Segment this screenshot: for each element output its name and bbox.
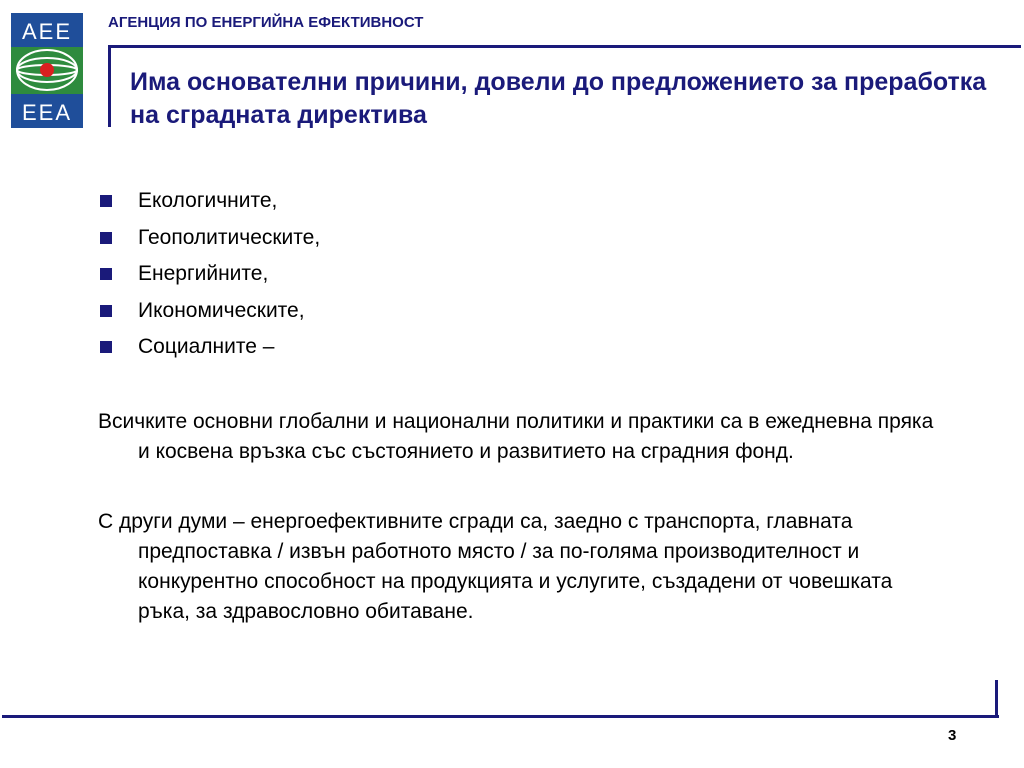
logo-text-bottom: EEA — [21, 100, 73, 125]
footer-vertical-divider — [995, 680, 998, 718]
paragraph-policies: Всичките основни глобални и национални политики и практики са в ежедневна пряка и косвена връзка със състоянието и развитието на сградния фонд. — [98, 410, 934, 463]
logo-text-top: AEE — [21, 19, 73, 44]
paragraph-efficient-buildings: С други думи – енергоефективните сгради са, заедно с транспорта, главната предпоставка / извън работното място / за по-голяма производителност и конкурентно способност на продукцията и услугите, създадени от човешката ръка, за здравословно обитаване. — [98, 510, 893, 623]
bullet-square-icon — [100, 341, 112, 353]
bullet-square-icon — [100, 305, 112, 317]
bullet-text: Социалните – — [138, 335, 275, 358]
bullet-text: Екологичните, — [138, 189, 278, 212]
slide-title: Има основателни причини, довели до предложението за преработка на сградната директива — [130, 68, 987, 129]
bullet-item — [100, 186, 320, 223]
footer-divider — [2, 715, 999, 718]
bullet-text: Енергийните, — [138, 262, 269, 285]
bullet-item — [100, 223, 320, 260]
agency-name: АГЕНЦИЯ ПО ЕНЕРГИЙНА ЕФЕКТИВНОСТ — [108, 14, 424, 31]
bullet-item — [100, 259, 320, 296]
agency-logo — [11, 13, 83, 128]
bullet-square-icon — [100, 195, 112, 207]
bullet-square-icon — [100, 232, 112, 244]
bullet-item — [100, 332, 320, 369]
bullet-item — [100, 296, 320, 333]
bullet-list — [100, 186, 320, 369]
header-vertical-divider — [108, 45, 111, 127]
bullet-text: Икономическите, — [138, 298, 305, 322]
page-number: 3 — [948, 727, 957, 744]
bullet-text: Геополитическите, — [138, 225, 321, 249]
header-divider — [108, 45, 1021, 48]
bullet-square-icon — [100, 268, 112, 280]
